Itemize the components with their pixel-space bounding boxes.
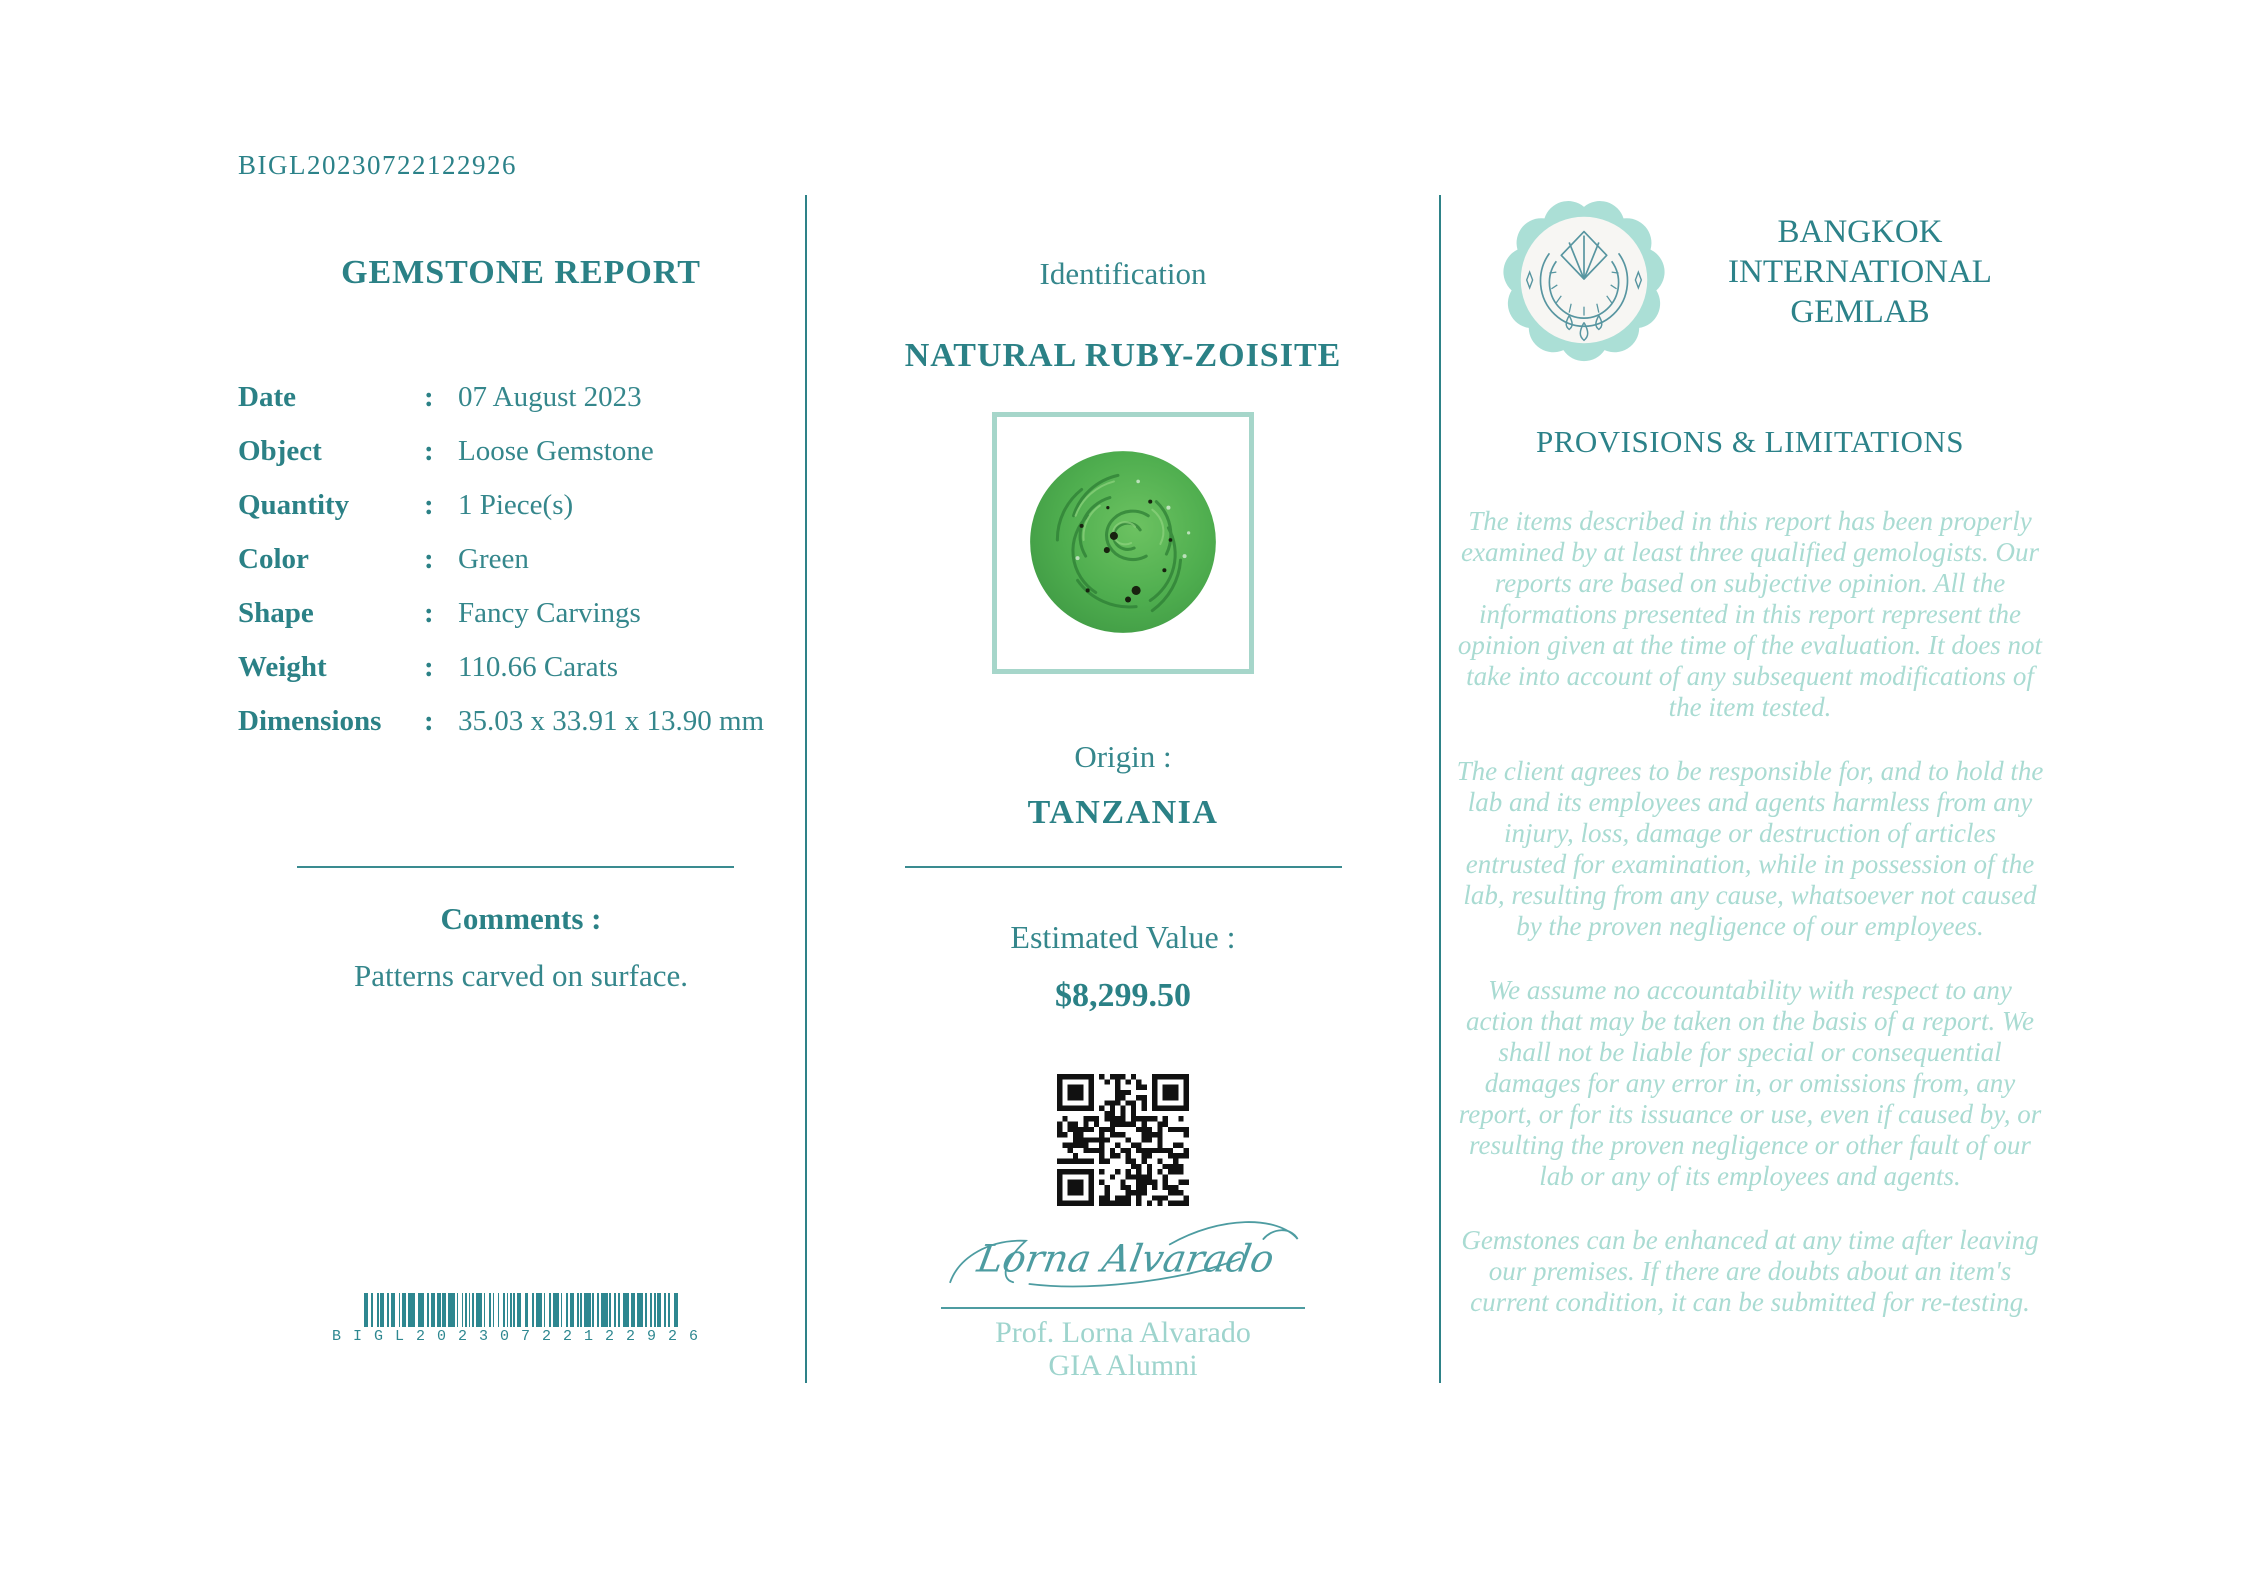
identification-heading: Identification (1039, 256, 1207, 291)
signature (943, 1203, 1303, 1305)
field-colon: : (424, 380, 434, 413)
field-label: Color (238, 542, 309, 575)
field-colon: : (424, 488, 434, 521)
field-value: Loose Gemstone (458, 434, 654, 467)
lab-name (1682, 212, 2038, 332)
report-fields (238, 370, 804, 748)
field-colon: : (424, 596, 434, 629)
barcode-text: BIGL20230722122926 (331, 1328, 711, 1345)
provisions-paragraph: Gemstones can be enhanced at any time after leaving our premises. If there are doubts about an item's current condition, it can be submitted for re-testing. (1461, 1225, 2039, 1317)
column-divider-right (1439, 195, 1441, 1383)
field-value: Green (458, 542, 529, 575)
field-value: 1 Piece(s) (458, 488, 574, 521)
comments-heading: Comments : (440, 901, 602, 936)
signature-name: Lorna Alvarado (974, 1236, 1278, 1281)
field-row-object (238, 424, 804, 478)
signature-rule (941, 1307, 1305, 1309)
gem-photo-icon (1017, 437, 1229, 649)
report-title: GEMSTONE REPORT (341, 254, 701, 291)
field-colon: : (424, 704, 434, 737)
field-value: 35.03 x 33.91 x 13.90 mm (458, 704, 765, 737)
field-colon: : (424, 542, 434, 575)
field-row-date (238, 370, 804, 424)
report-number: BIGL20230722122926 (238, 150, 517, 180)
middle-column-divider-rule (905, 866, 1342, 868)
signatory-name: Prof. Lorna Alvarado (995, 1316, 1251, 1349)
field-row-color (238, 532, 804, 586)
estimated-value-heading: Estimated Value : (1010, 919, 1236, 955)
barcode (238, 1293, 804, 1345)
field-colon: : (424, 650, 434, 683)
field-label: Weight (238, 650, 327, 683)
barcode-bars-icon (238, 1293, 804, 1327)
provisions-paragraph: The client agrees to be responsible for, and to hold the lab and its employees and agents harmless from any injury, loss, damage or destruction of articles entrusted for examination, while in possession of the lab, resulting from any cause, whatsoever not caused by the proven negligence of our employees. (1456, 756, 2044, 941)
provisions-heading: PROVISIONS & LIMITATIONS (1535, 424, 1965, 459)
origin-heading: Origin : (1074, 739, 1172, 774)
field-colon: : (424, 434, 434, 467)
provisions-paragraph: The items described in this report has been properly examined by at least three qualified gemologists. Our reports are based on subjective opinion. All the informations presented in this report represent the opinion given at the time of the evaluation. It does not take into account of any subsequent modifications of the item tested. (1457, 506, 2043, 722)
lab-name-line: BANGKOK (1777, 214, 1943, 250)
origin-value: TANZANIA (1027, 794, 1219, 831)
field-label: Dimensions (238, 704, 382, 737)
field-value: 110.66 Carats (458, 650, 619, 683)
field-value: Fancy Carvings (458, 596, 641, 629)
field-row-quantity (238, 478, 804, 532)
field-value: 07 August 2023 (458, 380, 642, 413)
qr-code-icon (1057, 1074, 1189, 1206)
gem-name: NATURAL RUBY-ZOISITE (904, 337, 1342, 374)
signatory-title: GIA Alumni (1048, 1349, 1198, 1382)
lab-logo-icon (1500, 196, 1668, 364)
field-row-shape (238, 586, 804, 640)
field-row-dimensions (238, 694, 804, 748)
lab-name-line: INTERNATIONAL (1728, 254, 1992, 290)
field-label: Date (238, 380, 296, 413)
left-column-divider-rule (297, 866, 734, 868)
estimated-value: $8,299.50 (1055, 977, 1191, 1014)
field-label: Quantity (238, 488, 350, 521)
comments-text: Patterns carved on surface. (354, 958, 688, 993)
field-row-weight (238, 640, 804, 694)
provisions-paragraph: We assume no accountability with respect to any action that may be taken on the basis of a report. We shall not be liable for special or consequential damages for any error in, or omissions from, any report, or for its issuance or use, even if caused by, or resulting the proven negligence or other fault of our lab or any of its employees and agents. (1458, 975, 2042, 1191)
provisions-text (1456, 506, 2044, 1351)
field-label: Shape (238, 596, 314, 629)
field-label: Object (238, 434, 322, 467)
gem-photo-frame (992, 412, 1254, 674)
lab-name-line: GEMLAB (1790, 294, 1930, 330)
